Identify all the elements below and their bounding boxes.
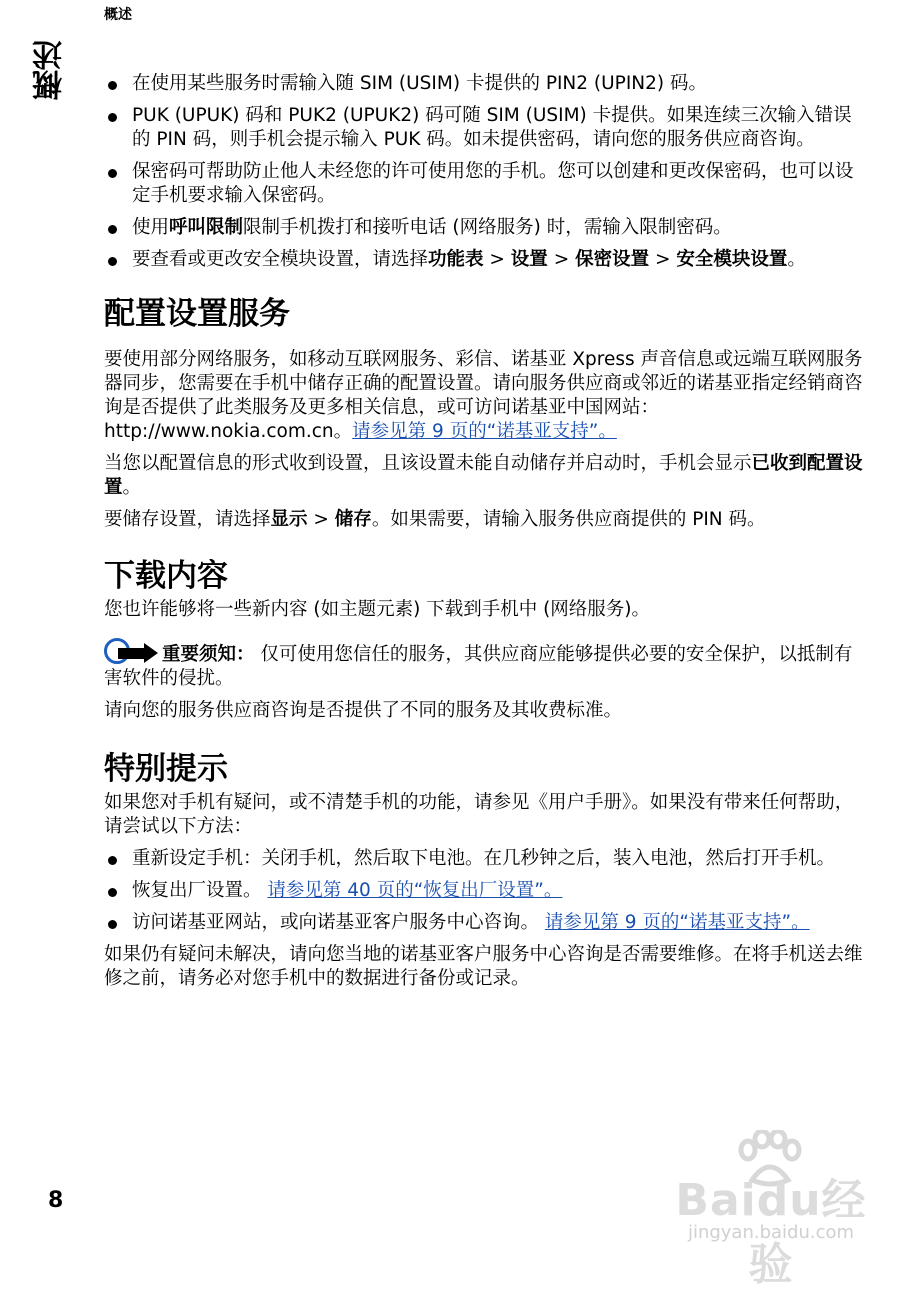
cross-reference-link[interactable]: 请参见第 9 页的“诺基亚支持”。 — [352, 421, 617, 442]
bold-term: 功能表 — [428, 249, 484, 270]
text-run: > — [483, 249, 511, 270]
config-paragraph — [104, 508, 868, 532]
text-run: 保密码可帮助防止他人未经您的许可使用您的手机。您可以创建和更改保密码，也可以设定手机要求输入保密码。 — [132, 161, 854, 206]
cross-reference-link[interactable]: 请参见第 40 页的“恢复出厂设置”。 — [267, 880, 563, 901]
side-chapter-tab: 概述 — [33, 40, 68, 100]
section-heading-download: 下载内容 — [104, 558, 228, 594]
running-header: 概述 — [104, 7, 132, 23]
text-run: 在使用某些服务时需输入随 SIM (USIM) 卡提供的 PIN2 (UPIN2) 码。 — [132, 73, 708, 94]
download-closing: 请向您的服务供应商咨询是否提供了不同的服务及其收费标准。 — [104, 700, 623, 721]
page-content — [104, 72, 868, 999]
text-run: 要使用部分网络服务，如移动互联网服务、彩信、诺基亚 Xpress 声音信息或远端互联网服务器同步，您需要在手机中储存正确的配置设置。请向服务供应商或邻近的诺基亚指定经销商咨询是否提供了此类服务及更多相关信息，或可访问诺基亚中国网站：http://www.nokia.com.cn。 — [104, 349, 863, 442]
config-paragraph — [104, 348, 868, 444]
text-run: 。 — [787, 249, 806, 270]
text-run: 。如果需要，请输入服务供应商提供的 PIN 码。 — [371, 509, 766, 530]
section-heading-config: 配置设置服务 — [104, 296, 290, 332]
tips-bullet-list — [104, 847, 868, 935]
text-run: > — [649, 249, 677, 270]
text-run: 。 — [122, 477, 142, 498]
text-run: 要储存设置，请选择 — [104, 509, 271, 530]
cross-reference-link[interactable]: 请参见第 9 页的“诺基亚支持”。 — [544, 912, 810, 933]
list-item — [104, 879, 868, 903]
tips-closing: 如果仍有疑问未解决，请向您当地的诺基亚客户服务中心咨询是否需要维修。在将手机送去维修之前，请务必对您手机中的数据进行备份或记录。 — [104, 944, 863, 989]
watermark — [656, 1130, 886, 1290]
bold-term: 显示 — [270, 509, 308, 530]
watermark-brand: Baidu经验 — [675, 1175, 867, 1290]
text-run: 重新设定手机：关闭手机，然后取下电池。在几秒钟之后，装入电池，然后打开手机。 — [132, 848, 836, 869]
text-run: 访问诺基亚网站，或向诺基亚客户服务中心咨询。 — [132, 912, 545, 933]
bold-term: 保密设置 — [575, 249, 650, 270]
security-bullet-list — [104, 72, 868, 272]
section-heading-tips: 特别提示 — [104, 751, 228, 787]
important-notice — [104, 638, 868, 691]
bold-term: 储存 — [334, 509, 372, 530]
text-run: 恢复出厂设置。 — [132, 880, 268, 901]
watermark-url: jingyan.baidu.com — [687, 1222, 855, 1243]
list-item — [104, 72, 868, 96]
list-item — [104, 847, 868, 871]
text-run: PUK (UPUK) 码和 PUK2 (UPUK2) 码可随 SIM (USIM) 卡提供。如果连续三次输入错误的 PIN 码，则手机会提示输入 PUK 码。如未提供密码，请向您的服务供应商咨询。 — [132, 105, 852, 150]
text-run: > — [547, 249, 576, 270]
download-intro: 您也许能够将一些新内容 (如主题元素) 下载到手机中 (网络服务)。 — [104, 599, 651, 620]
config-paragraph — [104, 452, 868, 500]
list-item — [104, 248, 868, 272]
hand-pointing-icon — [104, 638, 160, 666]
text-run: 当您以配置信息的形式收到设置，且该设置未能自动储存并启动时，手机会显示 — [104, 453, 752, 474]
text-run: > — [307, 509, 335, 530]
text-run: 限制手机拨打和接听电话 (网络服务) 时，需输入限制密码。 — [243, 217, 732, 238]
bold-term: 呼叫限制 — [169, 217, 244, 238]
list-item — [104, 104, 868, 152]
page-number: 8 — [48, 1188, 64, 1213]
text-run: 使用 — [132, 217, 170, 238]
text-run: 要查看或更改安全模块设置，请选择 — [132, 249, 429, 270]
notice-text: 仅可使用您信任的服务，其供应商应能够提供必要的安全保护，以抵制有害软件的侵扰。 — [104, 644, 853, 689]
list-item — [104, 160, 868, 208]
list-item — [104, 216, 868, 240]
bold-term: 设置 — [510, 249, 548, 270]
list-item — [104, 911, 868, 935]
bold-term: 已收到配置设置 — [104, 453, 863, 498]
bold-term: 安全模块设置 — [676, 249, 788, 270]
tips-intro: 如果您对手机有疑问，或不清楚手机的功能，请参见《用户手册》。如果没有带来任何帮助，请尝试以下方法： — [104, 792, 854, 837]
notice-label: 重要须知： — [162, 644, 255, 665]
